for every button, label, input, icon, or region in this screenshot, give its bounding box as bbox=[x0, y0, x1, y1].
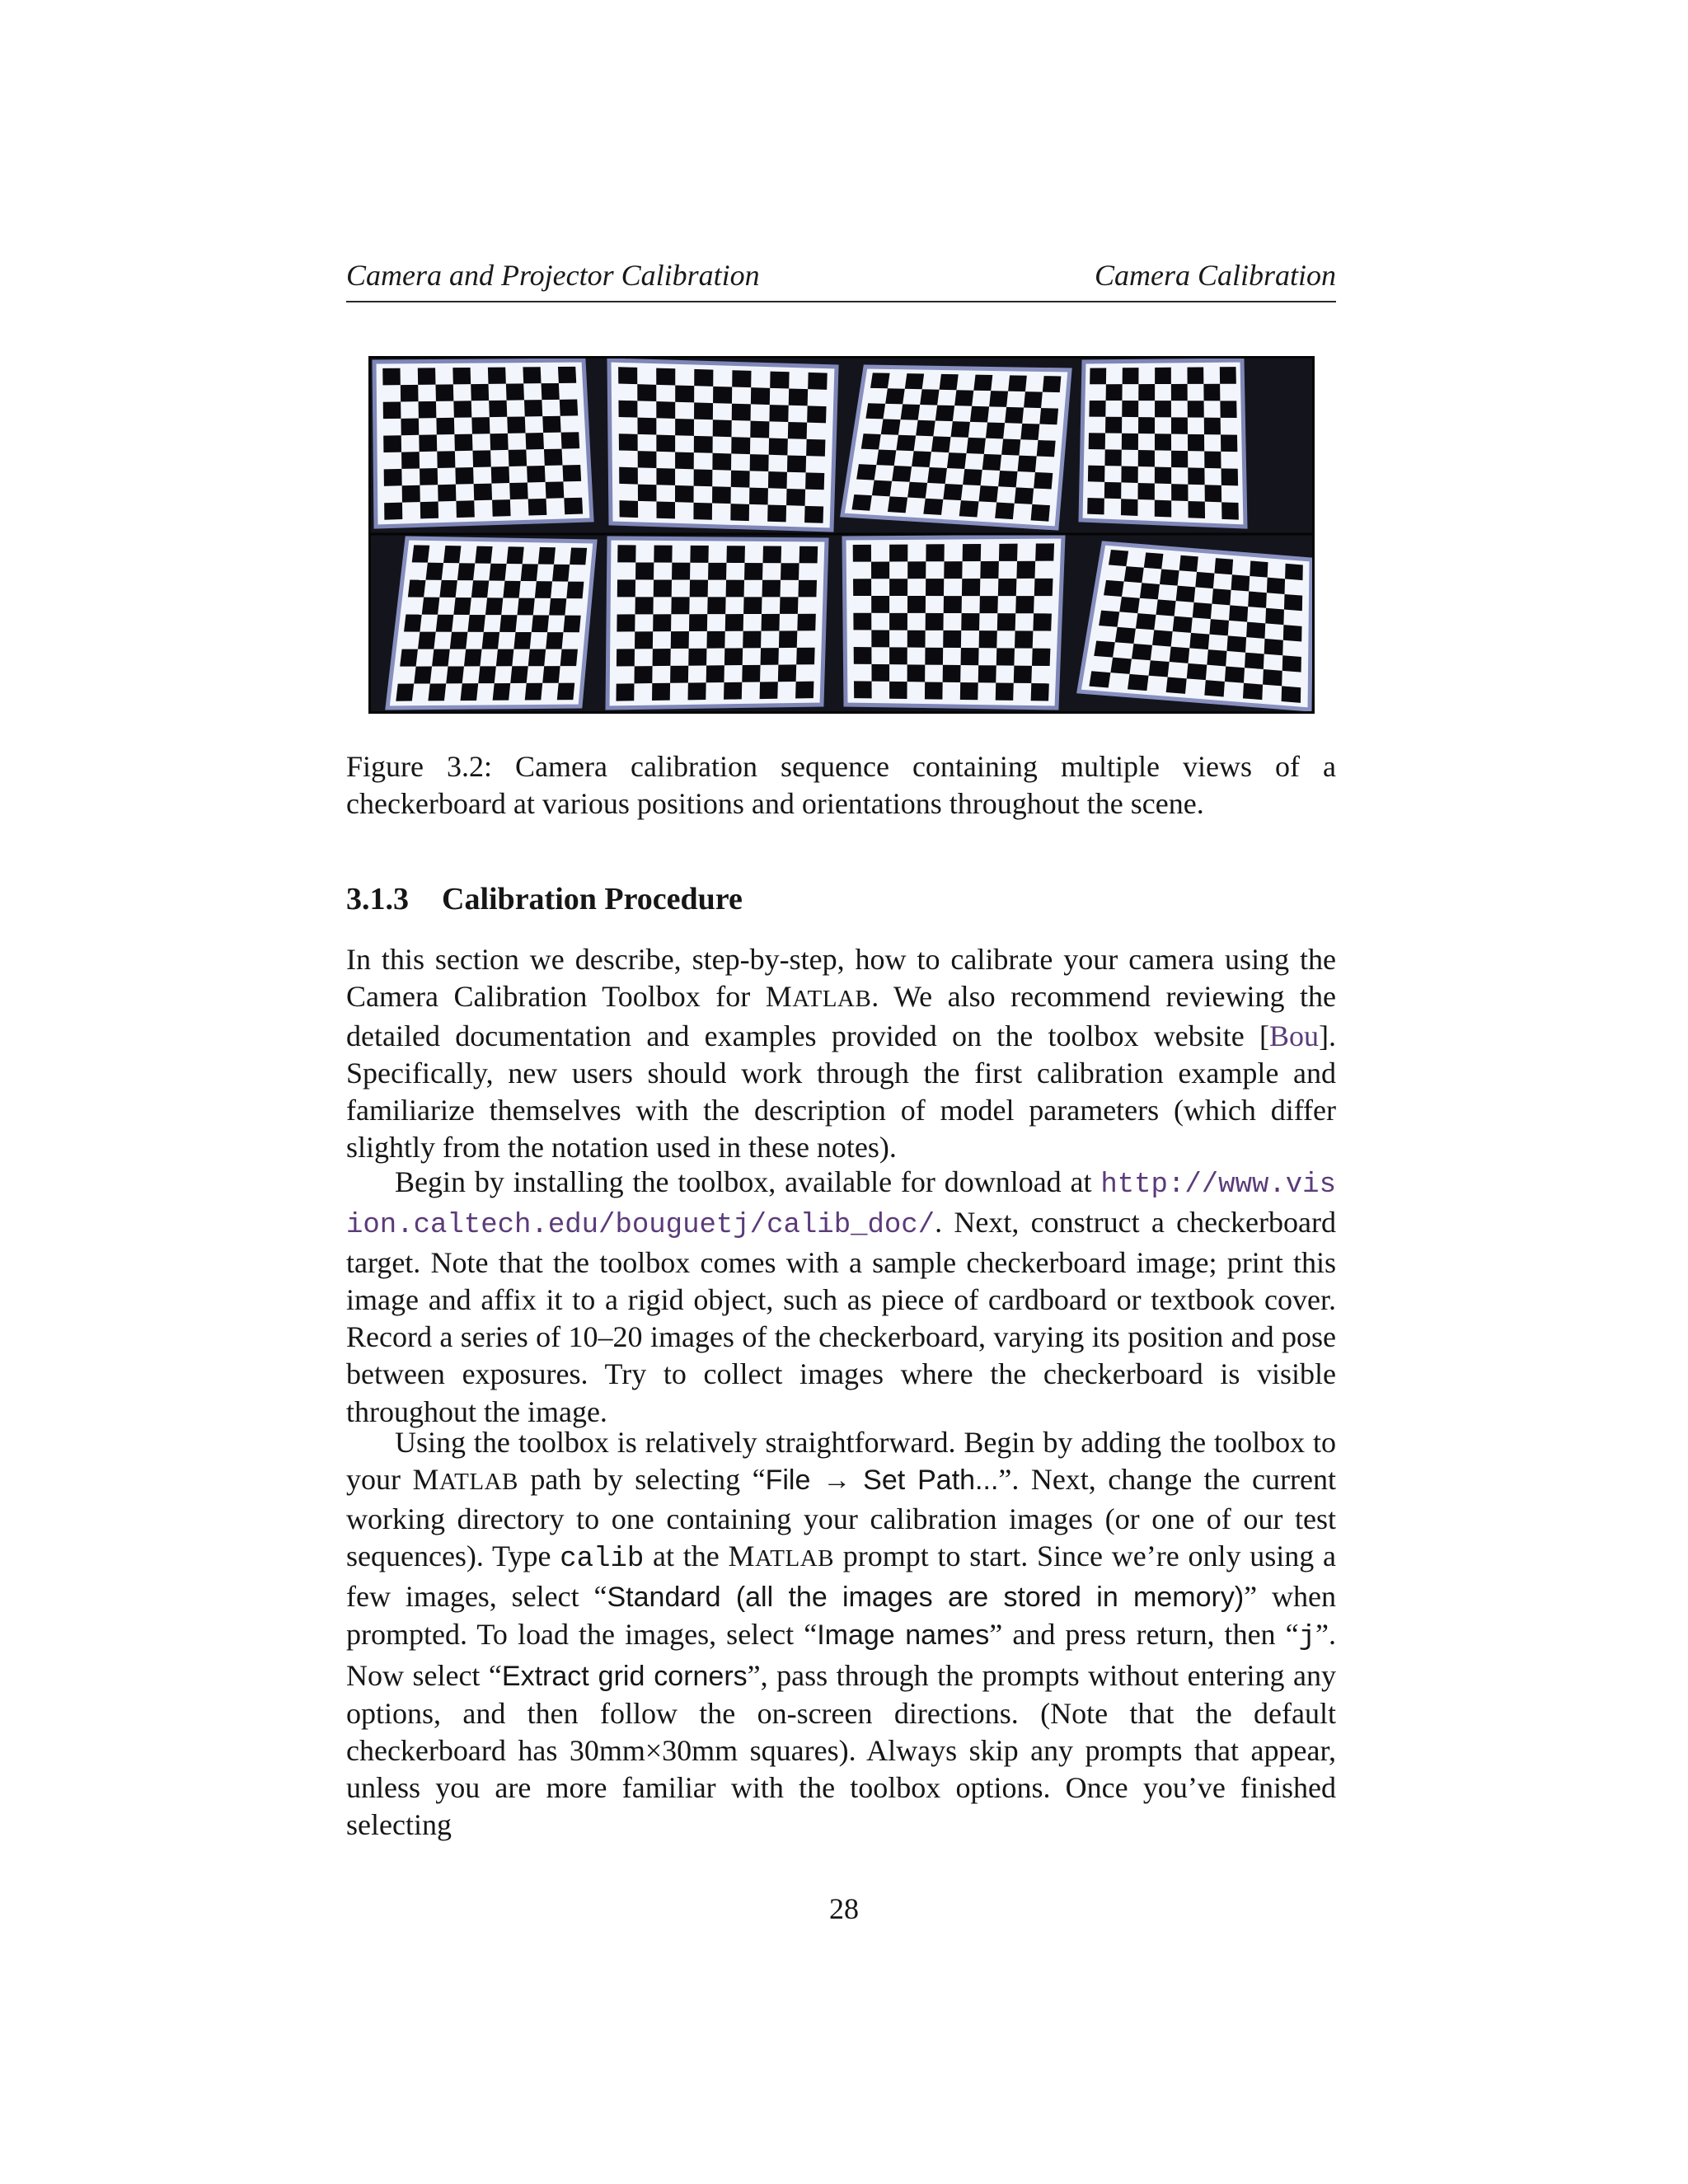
running-header-right: Camera Calibration bbox=[1094, 259, 1336, 292]
option-image-names: Image names bbox=[817, 1619, 990, 1652]
paragraph-usage bbox=[346, 1424, 1336, 1844]
text-run: . We also recommend reviewing the detailed documentation and examples provided on the toolbox website [ bbox=[346, 980, 1336, 1053]
matlab-smallcaps: ATLAB bbox=[438, 1469, 518, 1496]
text-run: ]. Specifically, new users should work through the first calibration example and familiarize themselves with the description of model parameters (which differ slightly from the notation used in these notes). bbox=[346, 1019, 1336, 1165]
text-run: at the bbox=[644, 1540, 729, 1573]
header-rule bbox=[346, 301, 1336, 302]
text-run: prompt to start. Since we’re only using a few images, select “ bbox=[346, 1540, 1336, 1614]
toolbox-url-link[interactable]: http://www.vision.caltech.edu/bouguetj/calib_doc/ bbox=[346, 1169, 1336, 1242]
text-run: ” when prompted. To load the images, select “ bbox=[346, 1580, 1336, 1652]
paragraph-intro bbox=[346, 941, 1336, 1167]
checkerboard-view-7 bbox=[841, 535, 1076, 711]
option-standard: Standard (all the images are stored in memory) bbox=[607, 1582, 1245, 1614]
matlab-wordmark bbox=[766, 980, 871, 1013]
matlab-initial: M bbox=[765, 980, 793, 1014]
text-run: ”, pass through the prompts without entering any options, and then follow the on-screen directions. (Note that the default checkerboard has 30mm×30mm squares). Always skip any prompts that appear, unless you are more familiar with the toolbox options. Once you’ve finished selecting bbox=[346, 1658, 1336, 1841]
matlab-wordmark bbox=[412, 1463, 518, 1496]
matlab-initial: M bbox=[728, 1540, 756, 1573]
running-header-left: Camera and Projector Calibration bbox=[346, 259, 760, 292]
menu-path: File → Set Path... bbox=[765, 1465, 999, 1497]
paragraph-install bbox=[346, 1164, 1336, 1431]
text-run: In this section we describe, step-by-step, how to calibrate your camera using the Camera Calibration Toolbox for bbox=[346, 943, 1336, 1014]
text-run: Using the toolbox is relatively straightforward. Begin by adding the toolbox to your bbox=[346, 1426, 1336, 1497]
matlab-smallcaps: ATLAB bbox=[792, 986, 872, 1013]
page-number: 28 bbox=[829, 1892, 859, 1925]
checkerboard-view-6 bbox=[606, 535, 841, 711]
command-calib: calib bbox=[560, 1544, 645, 1576]
figure-caption: Figure 3.2: Camera calibration sequence containing multiple views of a checkerboard at various positions and orientations throughout the scene. bbox=[346, 750, 1336, 820]
text-run: ” and press return, then “ bbox=[989, 1618, 1299, 1652]
matlab-smallcaps: ATLAB bbox=[755, 1545, 835, 1572]
section-title: Calibration Procedure bbox=[442, 882, 743, 916]
matlab-initial: M bbox=[412, 1463, 439, 1497]
text-run: . Next, construct a checkerboard target. Note that the toolbox comes with a sample checkerboard image; print this image and affix it to a rigid object, such as piece of cardboard or textbook cover. Record a series of 10–20 images of the checkerboard, varying its position and pose between exposures. Try to collect images where the checkerboard is visible throughout the image. bbox=[346, 1206, 1336, 1428]
checkerboard-image-grid bbox=[371, 359, 1312, 711]
text-run: ”. Next, change the current working directory to one containing your calibration images (or one of our test sequences). Type bbox=[346, 1463, 1336, 1573]
citation-link[interactable]: Bou bbox=[1268, 1019, 1319, 1053]
checkerboard-view-2 bbox=[606, 359, 841, 533]
figure-checkerboard-sequence bbox=[368, 356, 1315, 714]
matlab-wordmark bbox=[729, 1540, 834, 1572]
text-run: path by selecting “ bbox=[518, 1463, 766, 1497]
section-number: 3.1.3 bbox=[346, 882, 409, 916]
checkerboard-view-3 bbox=[841, 359, 1076, 533]
checkerboard-view-5 bbox=[371, 535, 606, 711]
checkerboard-view-4 bbox=[1076, 359, 1312, 533]
text-run: ”. Now select “ bbox=[346, 1618, 1337, 1692]
checkerboard-view-1 bbox=[371, 359, 606, 533]
section-heading bbox=[346, 880, 743, 918]
checkerboard-view-8 bbox=[1076, 535, 1312, 711]
key-j: j bbox=[1298, 1622, 1316, 1654]
option-extract-grid-corners: Extract grid corners bbox=[501, 1660, 748, 1692]
text-run: Begin by installing the toolbox, available for download at bbox=[395, 1165, 1101, 1198]
